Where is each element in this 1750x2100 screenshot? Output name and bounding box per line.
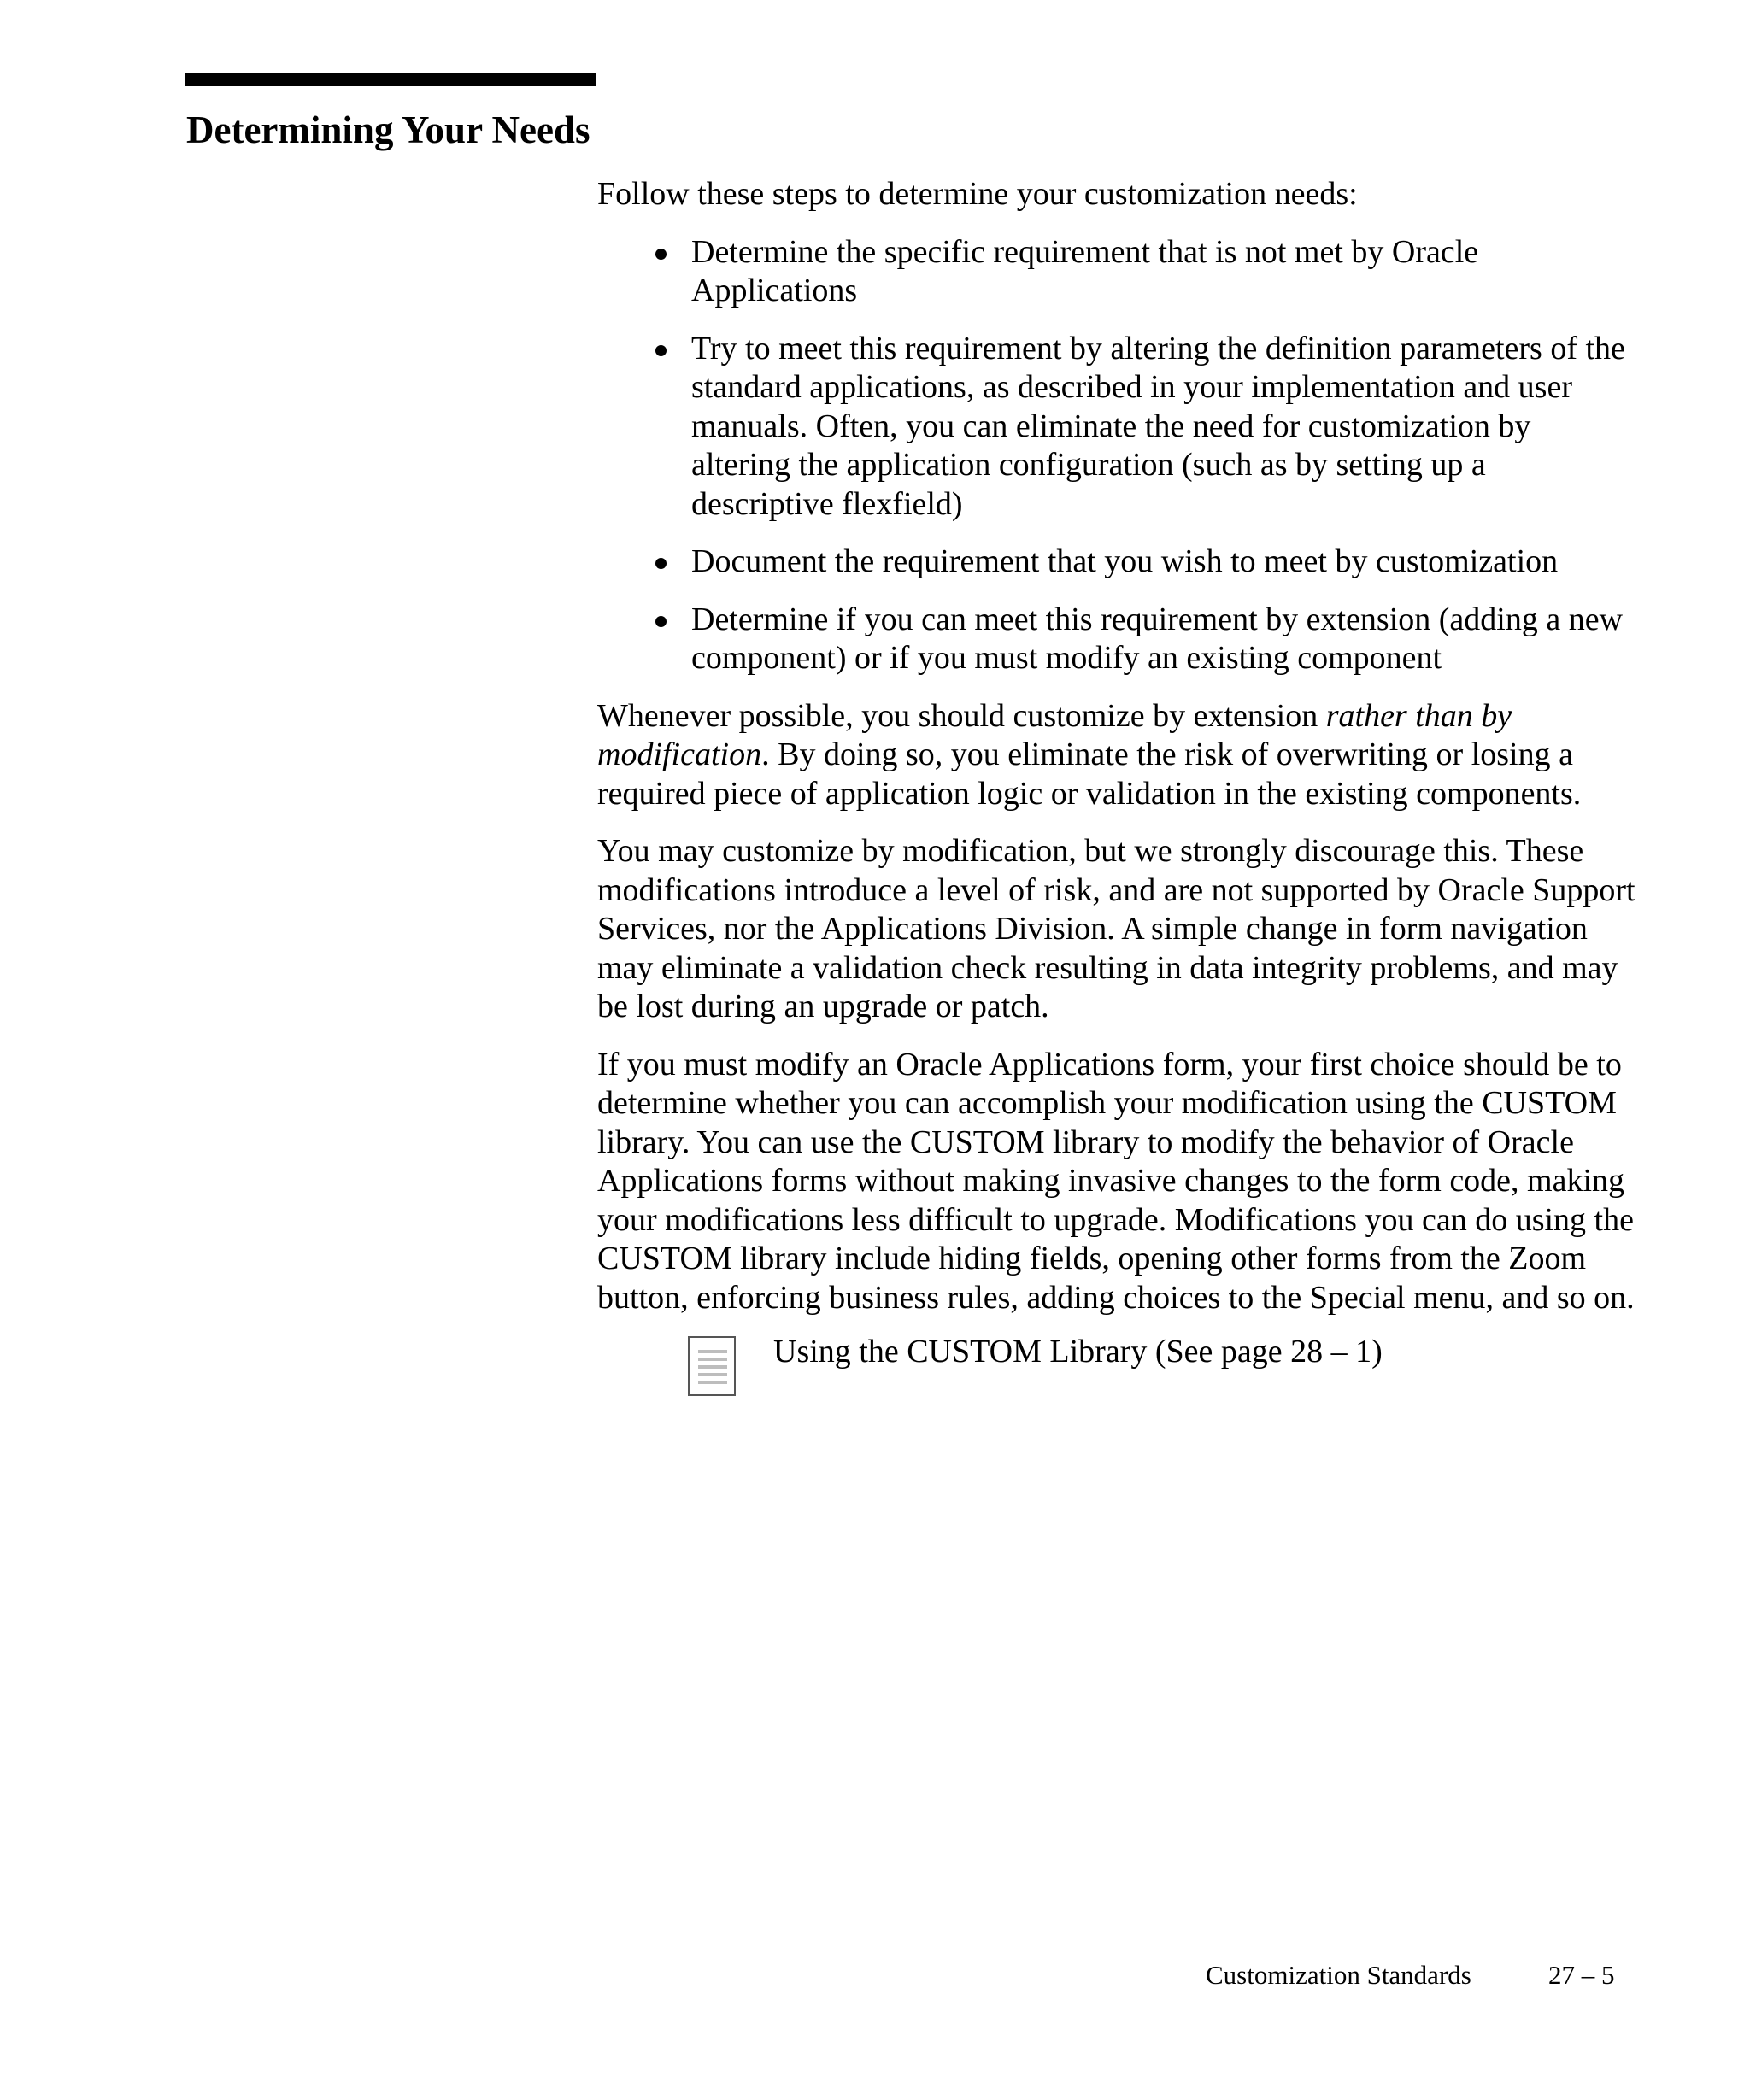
footer-title: Customization Standards [1206,1960,1471,1990]
list-item [691,543,1635,582]
steps-list [597,233,1635,678]
cross-reference[interactable] [688,1336,1635,1401]
extension-text-start: Whenever possible, you should customize by extension [597,697,1326,734]
bullet-icon [655,616,667,627]
list-item-text: Document the requirement that you wish to meet by customization [691,543,1559,579]
list-item-text: Determine the specific requirement that is not met by Oracle Applications [691,233,1479,308]
section-rule [185,73,596,86]
extension-text-end: . By doing so, you eliminate the risk of overwriting or losing a required piece of application logic or validation in the existing components. [597,736,1582,812]
document-icon [688,1336,736,1396]
page-number: 27 – 5 [1548,1960,1615,1990]
cross-reference-link[interactable]: Using the CUSTOM Library (See page 28 – 1) [773,1334,1383,1370]
list-item [691,601,1635,678]
bullet-icon [655,249,667,260]
intro-paragraph: Follow these steps to determine your customization needs: [597,176,1358,212]
extension-paragraph [597,697,1635,814]
list-item [691,330,1635,525]
bullet-icon [655,558,667,569]
list-item-text: Determine if you can meet this requirement by extension (adding a new component) or if you must modify an existing component [691,601,1624,676]
extension-emphasis: rather than by modification [597,697,1512,772]
list-item [691,233,1635,311]
custom-library-paragraph: If you must modify an Oracle Applications form, your first choice should be to determine whether you can accomplish your modification using the CUSTOM library. You can use the CUSTOM library to modify the behavior of Oracle Applications forms without making invasive changes to the form code, making your modifications less difficult to upgrade. Modifications you can do using the CUSTOM library include hiding fields, opening other forms from the Zoom button, enforcing business rules, adding choices to the Special menu, and so on. [597,1046,1635,1316]
list-item-text: Try to meet this requirement by altering the definition parameters of the standard applications, as described in your implementation and user manuals. Often, you can eliminate the need for customization by altering the application configuration (such as by setting up a descriptive flexfield) [691,330,1625,522]
bullet-icon [655,345,667,356]
body-column [597,175,1635,1401]
modification-paragraph: You may customize by modification, but we strongly discourage this. These modifications introduce a level of risk, and are not supported by Oracle Support Services, nor the Applications Division. A simple change in form navigation may eliminate a validation check resulting in data integrity problems, and may be lost during an upgrade or patch. [597,833,1635,1024]
section-heading: Determining Your Needs [186,109,590,151]
